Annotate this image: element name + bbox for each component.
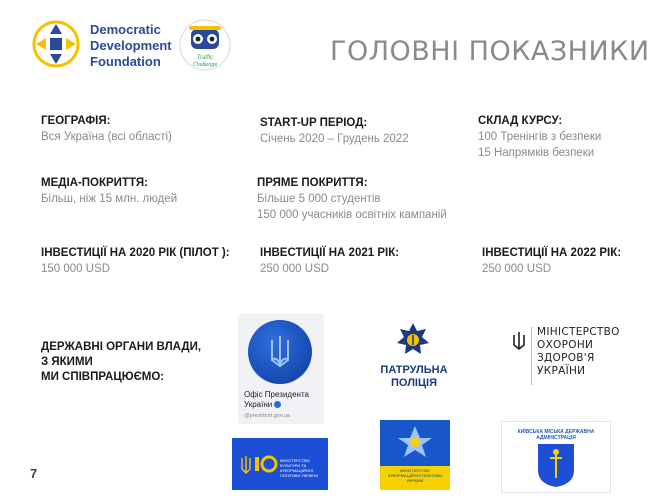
kmda-logo [501, 421, 611, 493]
traffic-challenge-logo [178, 18, 232, 72]
kyiv-coat-of-arms-icon [536, 442, 576, 488]
svg-text:Challenge: Challenge [192, 62, 218, 68]
police-line2: ПОЛІЦІЯ [391, 377, 437, 389]
org-line1: Democratic [90, 22, 161, 37]
partners-heading-2: З ЯКИМИ [41, 356, 93, 368]
president-line2: України [244, 400, 309, 410]
ddf-logo [32, 20, 80, 68]
police-text [378, 364, 450, 390]
inv2022-label: ІНВЕСТИЦІЇ НА 2022 РІК: [482, 247, 622, 259]
direct-value-1: Більше 5 000 студентів [257, 193, 381, 205]
startup-value: Січень 2020 – Грудень 2022 [260, 133, 409, 145]
trident-icon [248, 320, 312, 384]
inv2020-label: ІНВЕСТИЦІЇ НА 2020 РІК (ПІЛОТ ): [41, 247, 230, 259]
president-name [244, 390, 309, 410]
president-office-logo [238, 314, 324, 424]
moz-line2: ОХОРОНИ [537, 339, 594, 351]
police-line1: ПАТРУЛЬНА [380, 364, 448, 376]
direct-value-2: 150 000 учасників освітніх кампаній [257, 209, 447, 221]
moz-trident [512, 330, 526, 352]
svg-text:Traffic: Traffic [196, 55, 214, 61]
mincult-emblem-icon [238, 438, 282, 490]
inv2022-block [482, 246, 621, 277]
geography-value: Вся Україна (всі області) [41, 131, 172, 143]
inv2021-block [260, 246, 399, 277]
slide-number: 7 [30, 466, 38, 481]
media-label: МЕДІА-ПОКРИТТЯ: [41, 177, 148, 189]
course-value-2: 15 Напрямків безпеки [478, 147, 595, 159]
course-block [478, 114, 601, 161]
traffic-challenge-icon [178, 18, 232, 72]
page-title: ГОЛОВНІ ПОКАЗНИКИ [330, 36, 650, 67]
moz-text [537, 326, 620, 378]
moz-line1: МІНІСТЕРСТВО [537, 326, 620, 338]
partners-heading-1: ДЕРЖАВНІ ОРГАНИ ВЛАДИ, [41, 341, 202, 353]
moz-divider [531, 327, 532, 385]
police-logo [396, 322, 430, 360]
mincult-text: МІНІСТЕРСТВО КУЛЬТУРИ ТА ІНФОРМАЦІЙНОЇ ПОЛІТИКИ УКРАЇНИ [280, 458, 319, 478]
moz-line4: УКРАЇНИ [537, 365, 586, 377]
org-line2: Development [90, 38, 172, 53]
inv2021-label: ІНВЕСТИЦІЇ НА 2021 РІК: [260, 247, 400, 259]
ddf-logo-icon [32, 20, 80, 68]
geography-label: ГЕОГРАФІЯ: [41, 115, 111, 127]
org-line3: Foundation [90, 54, 161, 69]
partners-heading [41, 340, 201, 385]
verified-icon [274, 401, 281, 408]
media-value: Більш, ніж 15 млн. людей [41, 193, 178, 205]
startup-label: START-UP ПЕРІОД: [260, 117, 368, 129]
ddf-brand-text [90, 22, 172, 70]
media-block [41, 176, 177, 207]
inv2020-block [41, 246, 230, 277]
president-emblem [248, 320, 312, 384]
moz-line3: ЗДОРОВ'Я [537, 352, 595, 364]
inv2022-value: 250 000 USD [482, 263, 552, 275]
mininf-emblem-icon [380, 420, 450, 466]
direct-label: ПРЯМЕ ПОКРИТТЯ: [257, 177, 368, 189]
police-star-icon [396, 322, 430, 360]
partners-heading-3: МИ СПІВПРАЦЮЄМО: [41, 371, 165, 383]
president-line1: Офіс Президента [244, 390, 309, 399]
inv2020-value: 150 000 USD [41, 263, 111, 275]
mininf-text: МІНІСТЕРСТВО ІНФОРМАЦІЙНОЇ ПОЛІТИКИ УКРАЇНИ [387, 468, 443, 483]
course-value-1: 100 Тренінгів з безпеки [478, 131, 602, 143]
kmda-text: КИЇВСЬКА МІСЬКА ДЕРЖАВНА АДМІНІСТРАЦІЯ [517, 429, 595, 441]
inv2021-value: 250 000 USD [260, 263, 330, 275]
direct-block [257, 176, 447, 223]
president-site: @president.gov.ua [244, 413, 290, 419]
startup-block [260, 116, 409, 147]
mininf-logo [380, 420, 450, 490]
course-label: СКЛАД КУРСУ: [478, 115, 563, 127]
mincult-logo [232, 438, 328, 490]
trident-small-icon [512, 330, 526, 352]
geography-block [41, 114, 172, 145]
